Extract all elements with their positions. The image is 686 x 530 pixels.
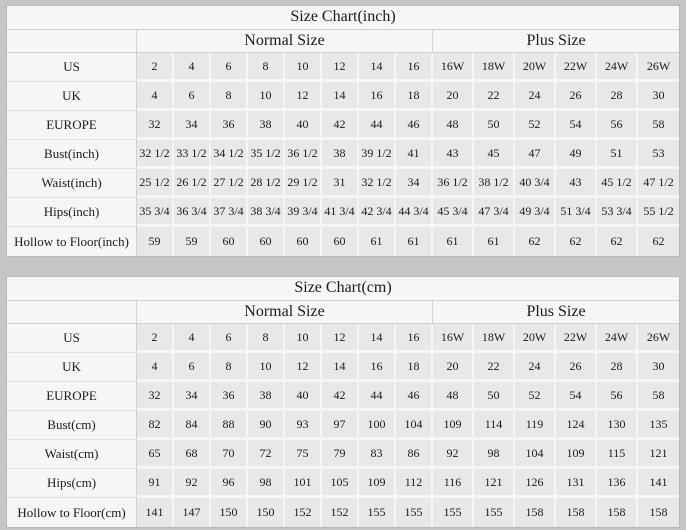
row-label: Hollow to Floor(cm)	[7, 498, 137, 527]
table-row	[7, 324, 679, 353]
value-cell: 155	[396, 498, 433, 527]
value-cell: 20W	[515, 53, 556, 82]
table-row	[7, 198, 679, 227]
value-cell: 141	[137, 498, 174, 527]
value-cell: 35 3/4	[137, 198, 174, 227]
value-cell: 35 1/2	[248, 140, 285, 169]
value-cell: 104	[396, 411, 433, 440]
value-cell: 52	[515, 382, 556, 411]
value-cell: 26	[556, 82, 597, 111]
column-group-row	[7, 301, 679, 324]
corner-cell	[7, 30, 137, 53]
value-cell: 16	[359, 353, 396, 382]
value-cell: 46	[396, 382, 433, 411]
value-cell: 42 3/4	[359, 198, 396, 227]
table-row	[7, 382, 679, 411]
value-cell: 42	[322, 111, 359, 140]
value-cell: 96	[211, 469, 248, 498]
value-cell: 47 1/2	[638, 169, 679, 198]
value-cell: 8	[248, 53, 285, 82]
value-cell: 50	[474, 111, 515, 140]
value-cell: 48	[433, 111, 474, 140]
value-cell: 14	[359, 53, 396, 82]
table-row	[7, 53, 679, 82]
value-cell: 39 3/4	[285, 198, 322, 227]
value-cell: 70	[211, 440, 248, 469]
value-cell: 152	[322, 498, 359, 527]
value-cell: 147	[174, 498, 211, 527]
value-cell: 40	[285, 111, 322, 140]
value-cell: 56	[597, 382, 638, 411]
value-cell: 54	[556, 382, 597, 411]
table-row	[7, 440, 679, 469]
value-cell: 62	[556, 227, 597, 256]
table-row	[7, 169, 679, 198]
value-cell: 61	[433, 227, 474, 256]
value-cell: 115	[597, 440, 638, 469]
value-cell: 32	[137, 382, 174, 411]
value-cell: 48	[433, 382, 474, 411]
value-cell: 61	[359, 227, 396, 256]
value-cell: 56	[597, 111, 638, 140]
value-cell: 121	[474, 469, 515, 498]
value-cell: 30	[638, 82, 679, 111]
row-label: Waist(cm)	[7, 440, 137, 469]
row-label: EUROPE	[7, 111, 137, 140]
value-cell: 109	[433, 411, 474, 440]
column-group-row	[7, 30, 679, 53]
value-cell: 18	[396, 353, 433, 382]
table-row	[7, 498, 679, 527]
value-cell: 60	[248, 227, 285, 256]
value-cell: 14	[322, 82, 359, 111]
group-header-plus-size: Plus Size	[433, 30, 679, 53]
value-cell: 119	[515, 411, 556, 440]
value-cell: 52	[515, 111, 556, 140]
value-cell: 47 3/4	[474, 198, 515, 227]
value-cell: 20	[433, 353, 474, 382]
value-cell: 36	[211, 382, 248, 411]
value-cell: 14	[359, 324, 396, 353]
value-cell: 82	[137, 411, 174, 440]
value-cell: 38 1/2	[474, 169, 515, 198]
table-row	[7, 82, 679, 111]
value-cell: 88	[211, 411, 248, 440]
value-cell: 24	[515, 82, 556, 111]
row-label: UK	[7, 82, 137, 111]
value-cell: 2	[137, 53, 174, 82]
value-cell: 6	[174, 82, 211, 111]
value-cell: 60	[322, 227, 359, 256]
value-cell: 16	[359, 82, 396, 111]
value-cell: 41 3/4	[322, 198, 359, 227]
value-cell: 45 1/2	[597, 169, 638, 198]
value-cell: 60	[285, 227, 322, 256]
value-cell: 59	[137, 227, 174, 256]
value-cell: 41	[396, 140, 433, 169]
value-cell: 90	[248, 411, 285, 440]
value-cell: 16W	[433, 53, 474, 82]
value-cell: 22W	[556, 324, 597, 353]
value-cell: 42	[322, 382, 359, 411]
value-cell: 24W	[597, 53, 638, 82]
row-label: Hips(inch)	[7, 198, 137, 227]
value-cell: 158	[597, 498, 638, 527]
value-cell: 6	[174, 353, 211, 382]
value-cell: 86	[396, 440, 433, 469]
value-cell: 75	[285, 440, 322, 469]
value-cell: 98	[474, 440, 515, 469]
table-title-row	[7, 6, 679, 30]
value-cell: 20	[433, 82, 474, 111]
value-cell: 26	[556, 353, 597, 382]
value-cell: 12	[285, 82, 322, 111]
value-cell: 58	[638, 382, 679, 411]
value-cell: 22	[474, 353, 515, 382]
value-cell: 16	[396, 53, 433, 82]
value-cell: 28	[597, 353, 638, 382]
value-cell: 4	[174, 324, 211, 353]
value-cell: 109	[359, 469, 396, 498]
value-cell: 26 1/2	[174, 169, 211, 198]
row-label: Hips(cm)	[7, 469, 137, 498]
value-cell: 8	[211, 82, 248, 111]
table-row	[7, 353, 679, 382]
value-cell: 44	[359, 111, 396, 140]
value-cell: 72	[248, 440, 285, 469]
value-cell: 28 1/2	[248, 169, 285, 198]
value-cell: 45 3/4	[433, 198, 474, 227]
value-cell: 38	[322, 140, 359, 169]
value-cell: 18	[396, 82, 433, 111]
value-cell: 130	[597, 411, 638, 440]
group-header-normal-size: Normal Size	[137, 301, 433, 324]
value-cell: 18W	[474, 53, 515, 82]
value-cell: 29 1/2	[285, 169, 322, 198]
value-cell: 28	[597, 82, 638, 111]
size-table-inch	[7, 6, 679, 256]
value-cell: 10	[285, 324, 322, 353]
value-cell: 33 1/2	[174, 140, 211, 169]
value-cell: 6	[211, 53, 248, 82]
value-cell: 112	[396, 469, 433, 498]
value-cell: 26W	[638, 53, 679, 82]
table-row	[7, 469, 679, 498]
value-cell: 92	[433, 440, 474, 469]
value-cell: 40	[285, 382, 322, 411]
table-row	[7, 111, 679, 140]
value-cell: 126	[515, 469, 556, 498]
value-cell: 152	[285, 498, 322, 527]
value-cell: 36 1/2	[433, 169, 474, 198]
value-cell: 43	[433, 140, 474, 169]
table-title: Size Chart(cm)	[7, 277, 679, 301]
value-cell: 79	[322, 440, 359, 469]
value-cell: 40 3/4	[515, 169, 556, 198]
value-cell: 27 1/2	[211, 169, 248, 198]
value-cell: 10	[285, 53, 322, 82]
value-cell: 84	[174, 411, 211, 440]
value-cell: 25 1/2	[137, 169, 174, 198]
value-cell: 8	[211, 353, 248, 382]
value-cell: 150	[248, 498, 285, 527]
value-cell: 30	[638, 353, 679, 382]
value-cell: 32 1/2	[137, 140, 174, 169]
value-cell: 51	[597, 140, 638, 169]
value-cell: 12	[322, 324, 359, 353]
value-cell: 53	[638, 140, 679, 169]
value-cell: 16	[396, 324, 433, 353]
row-label: Waist(inch)	[7, 169, 137, 198]
value-cell: 44	[359, 382, 396, 411]
table-row	[7, 140, 679, 169]
value-cell: 4	[174, 53, 211, 82]
value-cell: 155	[433, 498, 474, 527]
value-cell: 24W	[597, 324, 638, 353]
value-cell: 60	[211, 227, 248, 256]
value-cell: 4	[137, 353, 174, 382]
value-cell: 46	[396, 111, 433, 140]
value-cell: 91	[137, 469, 174, 498]
value-cell: 34	[174, 382, 211, 411]
value-cell: 38	[248, 111, 285, 140]
value-cell: 61	[474, 227, 515, 256]
value-cell: 124	[556, 411, 597, 440]
value-cell: 22	[474, 82, 515, 111]
value-cell: 104	[515, 440, 556, 469]
value-cell: 6	[211, 324, 248, 353]
value-cell: 36 3/4	[174, 198, 211, 227]
value-cell: 59	[174, 227, 211, 256]
value-cell: 68	[174, 440, 211, 469]
row-label: Bust(inch)	[7, 140, 137, 169]
group-header-plus-size: Plus Size	[433, 301, 679, 324]
value-cell: 45	[474, 140, 515, 169]
value-cell: 12	[322, 53, 359, 82]
value-cell: 55 1/2	[638, 198, 679, 227]
value-cell: 92	[174, 469, 211, 498]
value-cell: 38	[248, 382, 285, 411]
row-label: US	[7, 53, 137, 82]
value-cell: 38 3/4	[248, 198, 285, 227]
value-cell: 158	[515, 498, 556, 527]
value-cell: 98	[248, 469, 285, 498]
value-cell: 31	[322, 169, 359, 198]
value-cell: 158	[556, 498, 597, 527]
value-cell: 14	[322, 353, 359, 382]
value-cell: 10	[248, 353, 285, 382]
value-cell: 39 1/2	[359, 140, 396, 169]
value-cell: 131	[556, 469, 597, 498]
value-cell: 32	[137, 111, 174, 140]
value-cell: 97	[322, 411, 359, 440]
value-cell: 114	[474, 411, 515, 440]
value-cell: 62	[515, 227, 556, 256]
value-cell: 8	[248, 324, 285, 353]
value-cell: 53 3/4	[597, 198, 638, 227]
value-cell: 83	[359, 440, 396, 469]
value-cell: 150	[211, 498, 248, 527]
value-cell: 36	[211, 111, 248, 140]
row-label: US	[7, 324, 137, 353]
value-cell: 43	[556, 169, 597, 198]
value-cell: 37 3/4	[211, 198, 248, 227]
size-table-cm	[7, 277, 679, 527]
value-cell: 47	[515, 140, 556, 169]
value-cell: 49 3/4	[515, 198, 556, 227]
value-cell: 34	[396, 169, 433, 198]
value-cell: 65	[137, 440, 174, 469]
value-cell: 49	[556, 140, 597, 169]
table-body	[7, 324, 679, 527]
value-cell: 93	[285, 411, 322, 440]
size-chart-cm	[6, 276, 680, 528]
value-cell: 58	[638, 111, 679, 140]
value-cell: 34	[174, 111, 211, 140]
value-cell: 51 3/4	[556, 198, 597, 227]
value-cell: 62	[597, 227, 638, 256]
value-cell: 62	[638, 227, 679, 256]
table-title: Size Chart(inch)	[7, 6, 679, 30]
row-label: EUROPE	[7, 382, 137, 411]
value-cell: 155	[359, 498, 396, 527]
group-header-normal-size: Normal Size	[137, 30, 433, 53]
table-row	[7, 411, 679, 440]
value-cell: 12	[285, 353, 322, 382]
value-cell: 16W	[433, 324, 474, 353]
table-title-row	[7, 277, 679, 301]
value-cell: 20W	[515, 324, 556, 353]
value-cell: 100	[359, 411, 396, 440]
value-cell: 32 1/2	[359, 169, 396, 198]
value-cell: 18W	[474, 324, 515, 353]
table-row	[7, 227, 679, 256]
row-label: Bust(cm)	[7, 411, 137, 440]
size-chart-inch	[6, 5, 680, 257]
value-cell: 44 3/4	[396, 198, 433, 227]
value-cell: 61	[396, 227, 433, 256]
value-cell: 116	[433, 469, 474, 498]
value-cell: 2	[137, 324, 174, 353]
value-cell: 54	[556, 111, 597, 140]
value-cell: 50	[474, 382, 515, 411]
value-cell: 22W	[556, 53, 597, 82]
value-cell: 10	[248, 82, 285, 111]
value-cell: 36 1/2	[285, 140, 322, 169]
value-cell: 24	[515, 353, 556, 382]
value-cell: 105	[322, 469, 359, 498]
value-cell: 34 1/2	[211, 140, 248, 169]
row-label: Hollow to Floor(inch)	[7, 227, 137, 256]
value-cell: 101	[285, 469, 322, 498]
value-cell: 26W	[638, 324, 679, 353]
value-cell: 155	[474, 498, 515, 527]
value-cell: 136	[597, 469, 638, 498]
value-cell: 158	[638, 498, 679, 527]
value-cell: 121	[638, 440, 679, 469]
value-cell: 4	[137, 82, 174, 111]
value-cell: 141	[638, 469, 679, 498]
row-label: UK	[7, 353, 137, 382]
table-body	[7, 53, 679, 256]
corner-cell	[7, 301, 137, 324]
value-cell: 135	[638, 411, 679, 440]
value-cell: 109	[556, 440, 597, 469]
